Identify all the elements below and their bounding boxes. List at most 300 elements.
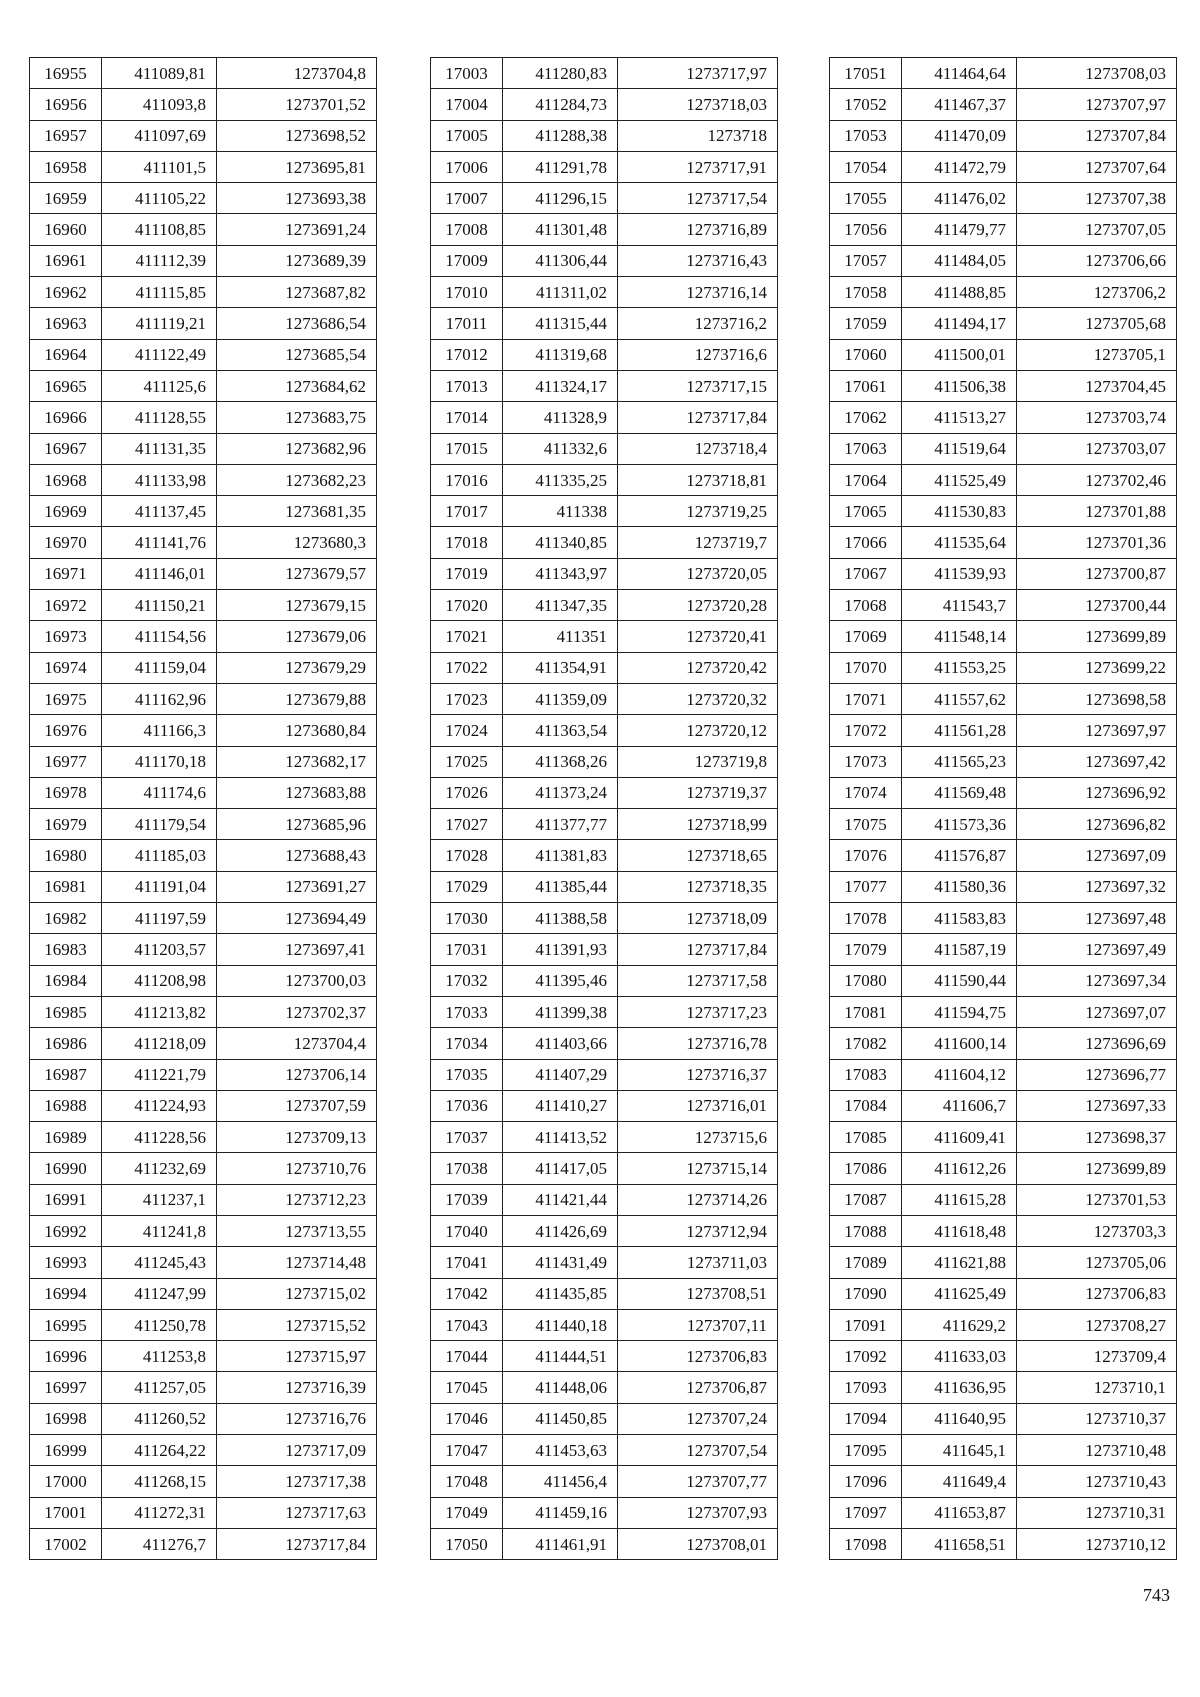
y-coordinate-cell: 1273717,15	[618, 370, 778, 401]
point-number-cell: 16999	[30, 1435, 102, 1466]
y-coordinate-cell: 1273720,42	[618, 652, 778, 683]
table-row	[431, 1090, 778, 1121]
y-coordinate-cell: 1273707,84	[1017, 120, 1177, 151]
x-coordinate-cell: 411470,09	[902, 120, 1017, 151]
y-coordinate-cell: 1273680,84	[217, 715, 377, 746]
y-coordinate-cell: 1273710,37	[1017, 1403, 1177, 1434]
y-coordinate-cell: 1273706,66	[1017, 245, 1177, 276]
y-coordinate-cell: 1273707,59	[217, 1090, 377, 1121]
x-coordinate-cell: 411221,79	[102, 1059, 217, 1090]
table-row	[30, 903, 377, 934]
y-coordinate-cell: 1273696,82	[1017, 809, 1177, 840]
table-row	[431, 214, 778, 245]
x-coordinate-cell: 411133,98	[102, 464, 217, 495]
point-number-cell: 17065	[830, 496, 902, 527]
point-number-cell: 17059	[830, 308, 902, 339]
table-row	[30, 996, 377, 1027]
point-number-cell: 16964	[30, 339, 102, 370]
x-coordinate-cell: 411388,58	[503, 903, 618, 934]
y-coordinate-cell: 1273718,09	[618, 903, 778, 934]
y-coordinate-cell: 1273715,6	[618, 1122, 778, 1153]
table-row	[30, 715, 377, 746]
x-coordinate-cell: 411580,36	[902, 871, 1017, 902]
table-row	[431, 402, 778, 433]
point-number-cell: 16983	[30, 934, 102, 965]
y-coordinate-cell: 1273708,03	[1017, 58, 1177, 89]
table-row	[30, 245, 377, 276]
y-coordinate-cell: 1273717,23	[618, 996, 778, 1027]
x-coordinate-cell: 411594,75	[902, 996, 1017, 1027]
x-coordinate-cell: 411284,73	[503, 89, 618, 120]
table-row	[830, 527, 1177, 558]
point-number-cell: 16967	[30, 433, 102, 464]
y-coordinate-cell: 1273687,82	[217, 277, 377, 308]
point-number-cell: 17078	[830, 903, 902, 934]
x-coordinate-cell: 411506,38	[902, 370, 1017, 401]
point-number-cell: 16965	[30, 370, 102, 401]
y-coordinate-cell: 1273691,24	[217, 214, 377, 245]
point-number-cell: 17091	[830, 1309, 902, 1340]
table-row	[30, 1372, 377, 1403]
table-row	[30, 1341, 377, 1372]
y-coordinate-cell: 1273679,29	[217, 652, 377, 683]
coordinate-table-body	[30, 58, 377, 1560]
x-coordinate-cell: 411484,05	[902, 245, 1017, 276]
x-coordinate-cell: 411257,05	[102, 1372, 217, 1403]
y-coordinate-cell: 1273694,49	[217, 903, 377, 934]
table-row	[830, 1122, 1177, 1153]
coordinate-table-2	[430, 57, 778, 1560]
y-coordinate-cell: 1273697,32	[1017, 871, 1177, 902]
x-coordinate-cell: 411625,49	[902, 1278, 1017, 1309]
y-coordinate-cell: 1273679,88	[217, 683, 377, 714]
y-coordinate-cell: 1273708,01	[618, 1528, 778, 1559]
y-coordinate-cell: 1273699,22	[1017, 652, 1177, 683]
table-row	[431, 1059, 778, 1090]
point-number-cell: 17075	[830, 809, 902, 840]
x-coordinate-cell: 411479,77	[902, 214, 1017, 245]
point-number-cell: 17072	[830, 715, 902, 746]
point-number-cell: 16987	[30, 1059, 102, 1090]
point-number-cell: 16966	[30, 402, 102, 433]
x-coordinate-cell: 411530,83	[902, 496, 1017, 527]
x-coordinate-cell: 411112,39	[102, 245, 217, 276]
x-coordinate-cell: 411150,21	[102, 590, 217, 621]
point-number-cell: 17062	[830, 402, 902, 433]
y-coordinate-cell: 1273696,69	[1017, 1028, 1177, 1059]
table-row	[431, 1497, 778, 1528]
x-coordinate-cell: 411444,51	[503, 1341, 618, 1372]
y-coordinate-cell: 1273707,93	[618, 1497, 778, 1528]
x-coordinate-cell: 411612,26	[902, 1153, 1017, 1184]
x-coordinate-cell: 411557,62	[902, 683, 1017, 714]
table-row	[830, 1497, 1177, 1528]
point-number-cell: 16976	[30, 715, 102, 746]
y-coordinate-cell: 1273713,55	[217, 1215, 377, 1246]
table-row	[30, 652, 377, 683]
x-coordinate-cell: 411640,95	[902, 1403, 1017, 1434]
point-number-cell: 16973	[30, 621, 102, 652]
x-coordinate-cell: 411403,66	[503, 1028, 618, 1059]
x-coordinate-cell: 411093,8	[102, 89, 217, 120]
y-coordinate-cell: 1273699,89	[1017, 1153, 1177, 1184]
x-coordinate-cell: 411500,01	[902, 339, 1017, 370]
y-coordinate-cell: 1273700,03	[217, 965, 377, 996]
point-number-cell: 16988	[30, 1090, 102, 1121]
x-coordinate-cell: 411615,28	[902, 1184, 1017, 1215]
y-coordinate-cell: 1273707,11	[618, 1309, 778, 1340]
table-row	[830, 277, 1177, 308]
x-coordinate-cell: 411237,1	[102, 1184, 217, 1215]
table-row	[830, 934, 1177, 965]
table-row	[431, 652, 778, 683]
table-row	[830, 402, 1177, 433]
table-row	[830, 1247, 1177, 1278]
x-coordinate-cell: 411633,03	[902, 1341, 1017, 1372]
x-coordinate-cell: 411569,48	[902, 777, 1017, 808]
x-coordinate-cell: 411250,78	[102, 1309, 217, 1340]
point-number-cell: 16979	[30, 809, 102, 840]
table-row	[431, 1278, 778, 1309]
table-row	[30, 183, 377, 214]
table-row	[431, 1341, 778, 1372]
table-row	[431, 1403, 778, 1434]
y-coordinate-cell: 1273717,84	[217, 1528, 377, 1559]
point-number-cell: 16991	[30, 1184, 102, 1215]
table-row	[30, 871, 377, 902]
x-coordinate-cell: 411185,03	[102, 840, 217, 871]
y-coordinate-cell: 1273703,3	[1017, 1215, 1177, 1246]
x-coordinate-cell: 411407,29	[503, 1059, 618, 1090]
point-number-cell: 17063	[830, 433, 902, 464]
y-coordinate-cell: 1273706,87	[618, 1372, 778, 1403]
x-coordinate-cell: 411431,49	[503, 1247, 618, 1278]
y-coordinate-cell: 1273700,87	[1017, 558, 1177, 589]
table-row	[30, 1247, 377, 1278]
x-coordinate-cell: 411137,45	[102, 496, 217, 527]
table-row	[431, 746, 778, 777]
point-number-cell: 17060	[830, 339, 902, 370]
point-number-cell: 16974	[30, 652, 102, 683]
y-coordinate-cell: 1273720,28	[618, 590, 778, 621]
x-coordinate-cell: 411131,35	[102, 433, 217, 464]
point-number-cell: 17028	[431, 840, 503, 871]
y-coordinate-cell: 1273697,34	[1017, 965, 1177, 996]
table-row	[830, 590, 1177, 621]
point-number-cell: 16956	[30, 89, 102, 120]
y-coordinate-cell: 1273717,97	[618, 58, 778, 89]
x-coordinate-cell: 411513,27	[902, 402, 1017, 433]
table-row	[431, 1435, 778, 1466]
y-coordinate-cell: 1273719,25	[618, 496, 778, 527]
x-coordinate-cell: 411174,6	[102, 777, 217, 808]
x-coordinate-cell: 411119,21	[102, 308, 217, 339]
point-number-cell: 16970	[30, 527, 102, 558]
table-row	[830, 339, 1177, 370]
point-number-cell: 17036	[431, 1090, 503, 1121]
y-coordinate-cell: 1273704,45	[1017, 370, 1177, 401]
point-number-cell: 17029	[431, 871, 503, 902]
x-coordinate-cell: 411576,87	[902, 840, 1017, 871]
x-coordinate-cell: 411448,06	[503, 1372, 618, 1403]
y-coordinate-cell: 1273701,53	[1017, 1184, 1177, 1215]
point-number-cell: 17042	[431, 1278, 503, 1309]
point-number-cell: 17053	[830, 120, 902, 151]
y-coordinate-cell: 1273697,49	[1017, 934, 1177, 965]
x-coordinate-cell: 411359,09	[503, 683, 618, 714]
y-coordinate-cell: 1273710,31	[1017, 1497, 1177, 1528]
y-coordinate-cell: 1273682,17	[217, 746, 377, 777]
y-coordinate-cell: 1273707,54	[618, 1435, 778, 1466]
table-row	[431, 840, 778, 871]
y-coordinate-cell: 1273697,33	[1017, 1090, 1177, 1121]
y-coordinate-cell: 1273707,38	[1017, 183, 1177, 214]
x-coordinate-cell: 411315,44	[503, 308, 618, 339]
table-row	[431, 120, 778, 151]
table-row	[830, 871, 1177, 902]
x-coordinate-cell: 411232,69	[102, 1153, 217, 1184]
point-number-cell: 17015	[431, 433, 503, 464]
point-number-cell: 16957	[30, 120, 102, 151]
point-number-cell: 16972	[30, 590, 102, 621]
y-coordinate-cell: 1273717,09	[217, 1435, 377, 1466]
table-row	[830, 1028, 1177, 1059]
y-coordinate-cell: 1273712,94	[618, 1215, 778, 1246]
table-row	[30, 746, 377, 777]
table-row	[830, 1215, 1177, 1246]
x-coordinate-cell: 411245,43	[102, 1247, 217, 1278]
y-coordinate-cell: 1273716,89	[618, 214, 778, 245]
point-number-cell: 17068	[830, 590, 902, 621]
y-coordinate-cell: 1273720,32	[618, 683, 778, 714]
table-row	[830, 1184, 1177, 1215]
point-number-cell: 16968	[30, 464, 102, 495]
table-row	[431, 496, 778, 527]
point-number-cell: 17027	[431, 809, 503, 840]
point-number-cell: 16997	[30, 1372, 102, 1403]
table-row	[431, 1372, 778, 1403]
y-coordinate-cell: 1273715,52	[217, 1309, 377, 1340]
x-coordinate-cell: 411089,81	[102, 58, 217, 89]
table-row	[431, 339, 778, 370]
x-coordinate-cell: 411280,83	[503, 58, 618, 89]
x-coordinate-cell: 411291,78	[503, 151, 618, 182]
table-row	[830, 558, 1177, 589]
x-coordinate-cell: 411363,54	[503, 715, 618, 746]
point-number-cell: 16978	[30, 777, 102, 808]
table-row	[830, 1528, 1177, 1559]
table-row	[431, 683, 778, 714]
table-row	[830, 1278, 1177, 1309]
y-coordinate-cell: 1273719,8	[618, 746, 778, 777]
x-coordinate-cell: 411426,69	[503, 1215, 618, 1246]
point-number-cell: 17092	[830, 1341, 902, 1372]
table-row	[431, 715, 778, 746]
y-coordinate-cell: 1273716,39	[217, 1372, 377, 1403]
point-number-cell: 17088	[830, 1215, 902, 1246]
y-coordinate-cell: 1273710,1	[1017, 1372, 1177, 1403]
y-coordinate-cell: 1273719,7	[618, 527, 778, 558]
x-coordinate-cell: 411146,01	[102, 558, 217, 589]
x-coordinate-cell: 411385,44	[503, 871, 618, 902]
point-number-cell: 16969	[30, 496, 102, 527]
table-row	[30, 621, 377, 652]
table-row	[30, 683, 377, 714]
x-coordinate-cell: 411328,9	[503, 402, 618, 433]
table-row	[830, 151, 1177, 182]
y-coordinate-cell: 1273697,42	[1017, 746, 1177, 777]
x-coordinate-cell: 411373,24	[503, 777, 618, 808]
y-coordinate-cell: 1273680,3	[217, 527, 377, 558]
x-coordinate-cell: 411162,96	[102, 683, 217, 714]
point-number-cell: 16977	[30, 746, 102, 777]
y-coordinate-cell: 1273716,43	[618, 245, 778, 276]
point-number-cell: 16985	[30, 996, 102, 1027]
coordinate-table-1	[29, 57, 377, 1560]
table-row	[830, 1435, 1177, 1466]
y-coordinate-cell: 1273717,84	[618, 934, 778, 965]
table-row	[830, 1059, 1177, 1090]
point-number-cell: 17076	[830, 840, 902, 871]
y-coordinate-cell: 1273696,92	[1017, 777, 1177, 808]
y-coordinate-cell: 1273717,91	[618, 151, 778, 182]
y-coordinate-cell: 1273719,37	[618, 777, 778, 808]
point-number-cell: 17051	[830, 58, 902, 89]
x-coordinate-cell: 411247,99	[102, 1278, 217, 1309]
x-coordinate-cell: 411519,64	[902, 433, 1017, 464]
point-number-cell: 17005	[431, 120, 503, 151]
y-coordinate-cell: 1273716,2	[618, 308, 778, 339]
point-number-cell: 17019	[431, 558, 503, 589]
x-coordinate-cell: 411535,64	[902, 527, 1017, 558]
table-row	[431, 996, 778, 1027]
table-row	[830, 1372, 1177, 1403]
point-number-cell: 17043	[431, 1309, 503, 1340]
y-coordinate-cell: 1273688,43	[217, 840, 377, 871]
x-coordinate-cell: 411332,6	[503, 433, 618, 464]
x-coordinate-cell: 411395,46	[503, 965, 618, 996]
coordinate-table-body	[431, 58, 778, 1560]
x-coordinate-cell: 411241,8	[102, 1215, 217, 1246]
table-row	[431, 308, 778, 339]
y-coordinate-cell: 1273718,81	[618, 464, 778, 495]
table-row	[30, 1090, 377, 1121]
table-row	[30, 58, 377, 89]
y-coordinate-cell: 1273684,62	[217, 370, 377, 401]
y-coordinate-cell: 1273710,12	[1017, 1528, 1177, 1559]
table-row	[830, 996, 1177, 1027]
table-row	[830, 214, 1177, 245]
y-coordinate-cell: 1273720,41	[618, 621, 778, 652]
table-row	[431, 777, 778, 808]
y-coordinate-cell: 1273705,06	[1017, 1247, 1177, 1278]
x-coordinate-cell: 411105,22	[102, 183, 217, 214]
table-row	[431, 1247, 778, 1278]
table-row	[431, 277, 778, 308]
y-coordinate-cell: 1273718,03	[618, 89, 778, 120]
point-number-cell: 17049	[431, 1497, 503, 1528]
table-row	[830, 245, 1177, 276]
point-number-cell: 16980	[30, 840, 102, 871]
table-row	[30, 308, 377, 339]
table-row	[30, 402, 377, 433]
x-coordinate-cell: 411461,91	[503, 1528, 618, 1559]
x-coordinate-cell: 411203,57	[102, 934, 217, 965]
point-number-cell: 17007	[431, 183, 503, 214]
point-number-cell: 16984	[30, 965, 102, 996]
x-coordinate-cell: 411141,76	[102, 527, 217, 558]
y-coordinate-cell: 1273689,39	[217, 245, 377, 276]
table-row	[30, 120, 377, 151]
x-coordinate-cell: 411354,91	[503, 652, 618, 683]
point-number-cell: 17079	[830, 934, 902, 965]
y-coordinate-cell: 1273709,4	[1017, 1341, 1177, 1372]
x-coordinate-cell: 411649,4	[902, 1466, 1017, 1497]
x-coordinate-cell: 411301,48	[503, 214, 618, 245]
y-coordinate-cell: 1273696,77	[1017, 1059, 1177, 1090]
x-coordinate-cell: 411340,85	[503, 527, 618, 558]
point-number-cell: 17074	[830, 777, 902, 808]
point-number-cell: 17066	[830, 527, 902, 558]
x-coordinate-cell: 411381,83	[503, 840, 618, 871]
point-number-cell: 17039	[431, 1184, 503, 1215]
x-coordinate-cell: 411208,98	[102, 965, 217, 996]
y-coordinate-cell: 1273707,77	[618, 1466, 778, 1497]
y-coordinate-cell: 1273707,97	[1017, 89, 1177, 120]
x-coordinate-cell: 411658,51	[902, 1528, 1017, 1559]
table-row	[830, 903, 1177, 934]
y-coordinate-cell: 1273717,58	[618, 965, 778, 996]
table-row	[830, 120, 1177, 151]
y-coordinate-cell: 1273704,4	[217, 1028, 377, 1059]
table-row	[30, 809, 377, 840]
y-coordinate-cell: 1273717,54	[618, 183, 778, 214]
point-number-cell: 17035	[431, 1059, 503, 1090]
x-coordinate-cell: 411464,64	[902, 58, 1017, 89]
x-coordinate-cell: 411488,85	[902, 277, 1017, 308]
x-coordinate-cell: 411115,85	[102, 277, 217, 308]
point-number-cell: 17083	[830, 1059, 902, 1090]
point-number-cell: 17064	[830, 464, 902, 495]
point-number-cell: 17096	[830, 1466, 902, 1497]
point-number-cell: 17080	[830, 965, 902, 996]
table-row	[30, 89, 377, 120]
point-number-cell: 17058	[830, 277, 902, 308]
x-coordinate-cell: 411583,83	[902, 903, 1017, 934]
y-coordinate-cell: 1273715,14	[618, 1153, 778, 1184]
point-number-cell: 16959	[30, 183, 102, 214]
y-coordinate-cell: 1273695,81	[217, 151, 377, 182]
point-number-cell: 17033	[431, 996, 503, 1027]
y-coordinate-cell: 1273691,27	[217, 871, 377, 902]
table-row	[830, 1153, 1177, 1184]
x-coordinate-cell: 411636,95	[902, 1372, 1017, 1403]
point-number-cell: 17090	[830, 1278, 902, 1309]
x-coordinate-cell: 411476,02	[902, 183, 1017, 214]
x-coordinate-cell: 411453,63	[503, 1435, 618, 1466]
point-number-cell: 16971	[30, 558, 102, 589]
table-row	[431, 934, 778, 965]
x-coordinate-cell: 411459,16	[503, 1497, 618, 1528]
y-coordinate-cell: 1273679,15	[217, 590, 377, 621]
table-row	[830, 715, 1177, 746]
table-row	[30, 1028, 377, 1059]
x-coordinate-cell: 411306,44	[503, 245, 618, 276]
y-coordinate-cell: 1273702,37	[217, 996, 377, 1027]
y-coordinate-cell: 1273718,99	[618, 809, 778, 840]
y-coordinate-cell: 1273716,76	[217, 1403, 377, 1434]
point-number-cell: 17010	[431, 277, 503, 308]
